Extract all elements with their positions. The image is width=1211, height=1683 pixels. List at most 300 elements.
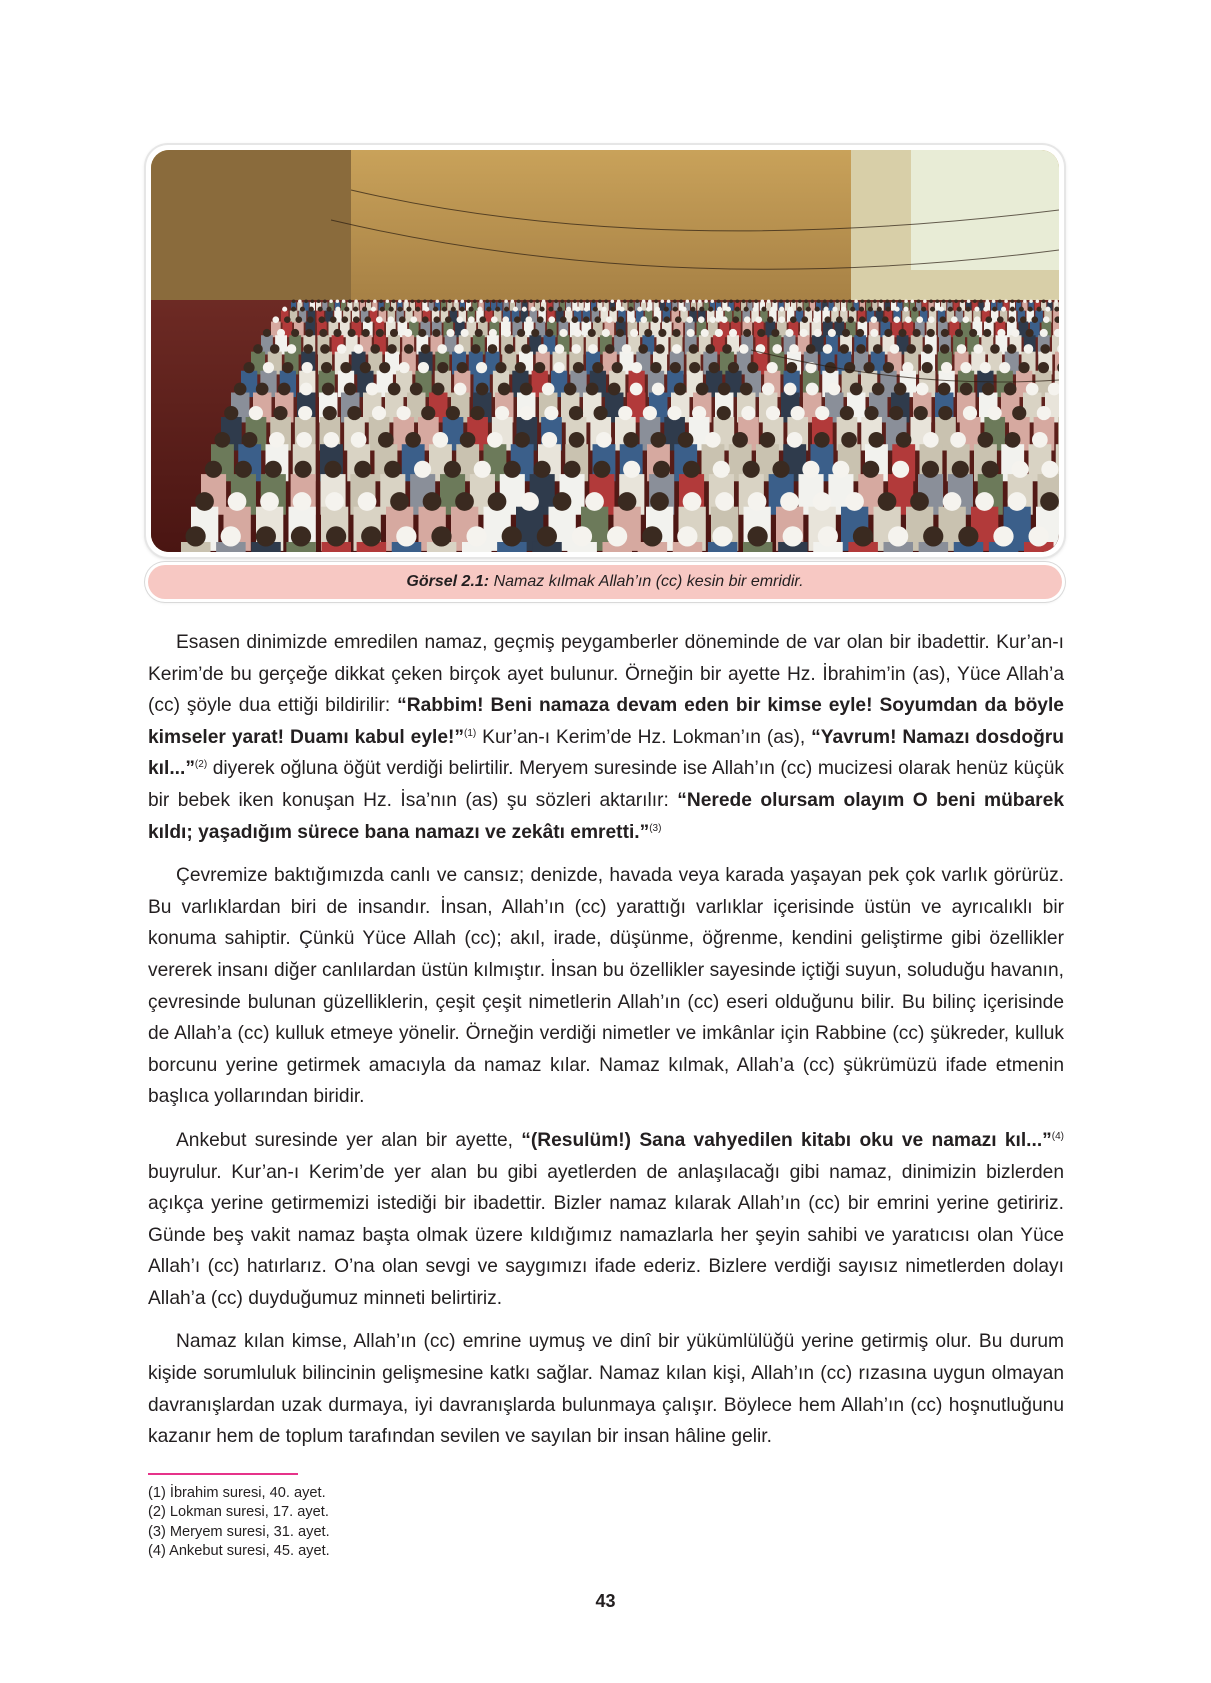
footnote-2: (2) Lokman suresi, 17. ayet. <box>148 1504 329 1521</box>
worshipper-head <box>664 307 669 312</box>
worshipper-head <box>864 406 878 420</box>
worshipper-head <box>542 299 546 303</box>
worshipper-head <box>829 299 833 303</box>
worshipper-head <box>1008 492 1027 511</box>
worshipper-head <box>1040 329 1048 337</box>
worshipper-head <box>298 299 302 303</box>
worshipper-head <box>541 432 557 448</box>
worshipper-head <box>980 362 991 373</box>
worshipper-head <box>1011 299 1015 303</box>
worshipper-head <box>560 316 567 323</box>
worshipper-head <box>705 432 721 448</box>
worshipper-head <box>650 432 666 448</box>
worshipper-head <box>955 329 963 337</box>
worshipper-head <box>380 307 385 312</box>
worshipper-head <box>842 299 846 303</box>
worshipper-head <box>963 406 977 420</box>
worshipper-head <box>650 362 661 373</box>
footnote-1: (1) İbrahim suresi, 40. ayet. <box>148 1485 326 1501</box>
worshipper-head <box>561 299 565 303</box>
worshipper-head <box>673 307 678 312</box>
worshipper-head <box>446 406 460 420</box>
worshipper-head <box>486 307 491 312</box>
worshipper-head <box>396 526 416 546</box>
worshipper-head <box>354 299 358 303</box>
text-run: Ankebut suresinde yer alan bir ayette, <box>176 1129 522 1151</box>
worshipper-head <box>604 299 608 303</box>
worshipper-head <box>503 329 511 337</box>
worshipper-head <box>759 432 775 448</box>
worshipper-head <box>457 362 468 373</box>
worshipper-head <box>300 307 305 312</box>
worshipper-head <box>705 344 715 354</box>
worshipper-head <box>905 316 912 323</box>
worshipper-head <box>772 344 782 354</box>
worshipper-head <box>468 316 475 323</box>
worshipper-head <box>185 526 205 546</box>
worshipper-head <box>692 406 706 420</box>
worshipper-head <box>616 329 624 337</box>
worshipper-head <box>451 307 456 312</box>
worshipper-head <box>1012 406 1026 420</box>
paragraph-2 <box>148 860 1064 1113</box>
worshipper-head <box>882 316 889 323</box>
worshipper-head <box>323 299 327 303</box>
worshipper-head <box>537 316 544 323</box>
worshipper-head <box>337 344 347 354</box>
worshipper-head <box>791 406 805 420</box>
worshipper-head <box>637 307 642 312</box>
worshipper-head <box>502 526 522 546</box>
worshipper-head <box>342 299 346 303</box>
worshipper-head <box>479 316 486 323</box>
worshipper-head <box>677 526 697 546</box>
worshipper-head <box>598 299 602 303</box>
worshipper-head <box>732 316 739 323</box>
worshipper-head <box>431 526 451 546</box>
worshipper-head <box>854 299 858 303</box>
worshipper-head <box>410 383 423 396</box>
worshipper-head <box>296 432 312 448</box>
worshipper-head <box>321 362 332 373</box>
worshipper-head <box>513 307 518 312</box>
worshipper-head <box>922 362 933 373</box>
worshipper-head <box>844 362 855 373</box>
text-run: diyerek oğluna öğüt verdiği belirtilir. Meryem suresinde ise Allah’ın (cc) mucizesi olarak henüz küçük bir bebek iken konuşan Hz. İsa’nın (as) şu sözleri aktarılır: <box>148 758 1064 811</box>
worshipper-head <box>985 316 992 323</box>
worshipper-head <box>361 299 365 303</box>
worshipper-head <box>721 316 728 323</box>
worshipper-head <box>729 299 733 303</box>
worshipper-head <box>856 329 864 337</box>
worshipper-head <box>923 299 927 303</box>
verse-quote: “Yavrum! Namazı dosdoğru kıl...” <box>148 726 1064 780</box>
worshipper-head <box>859 316 866 323</box>
worshipper-head <box>373 299 377 303</box>
worshipper-head <box>292 299 296 303</box>
worshipper-head <box>432 432 448 448</box>
worshipper-head <box>405 432 421 448</box>
text-run: buyrulur. Kur’an-ı Kerim’de yer alan bu gibi ayetlerden de anlaşılacağı gibi namaz, dinimizin bizlerden açıkça yerine getirmemizi istediği bir ibadettir. Bizler namaz kılarak Allah’ın (cc) bir emrini yerine getiririz. Günde beş vakit namaz başta olmak üzere kıldığımız namazlarla her şeyin sahibi ve yaratıcısı olan Yüce Allah’ı (cc) hatırlarız. O’na olan sevgi ve saygımızı ifade ederiz. Bizlere verdiği sayısız nimetlerden dolayı Allah’a (cc) duyduğumuz minneti belirtiriz. <box>148 1161 1064 1309</box>
worshipper-head <box>553 362 564 373</box>
worshipper-head <box>958 526 978 546</box>
worshipper-head <box>461 299 465 303</box>
worshipper-head <box>585 492 604 511</box>
worshipper-head <box>294 461 311 478</box>
worshipper-head <box>415 307 420 312</box>
worshipper-head <box>686 316 693 323</box>
worshipper-head <box>754 299 758 303</box>
worshipper-head <box>717 307 722 312</box>
worshipper-head <box>300 383 313 396</box>
caption-label: Görsel 2.1: <box>406 573 490 590</box>
worshipper-head <box>470 406 484 420</box>
worshipper-head <box>214 432 230 448</box>
worshipper-head <box>514 316 521 323</box>
worshipper-head <box>421 344 431 354</box>
worshipper-head <box>461 329 469 337</box>
worshipper-head <box>498 383 511 396</box>
worshipper-head <box>619 307 624 312</box>
worshipper-head <box>903 307 908 312</box>
worshipper-head <box>495 307 500 312</box>
worshipper-head <box>455 492 474 511</box>
worshipper-head <box>351 432 367 448</box>
worshipper-head <box>813 492 832 511</box>
worshipper-head <box>923 344 933 354</box>
worshipper-head <box>623 432 639 448</box>
worshipper-head <box>504 344 514 354</box>
worshipper-head <box>748 492 767 511</box>
figure-caption <box>148 565 1062 599</box>
worshipper-head <box>862 461 879 478</box>
worshipper-head <box>652 383 665 396</box>
worshipper-head <box>863 362 874 373</box>
worshipper-head <box>853 526 873 546</box>
worshipper-head <box>888 526 908 546</box>
worshipper-head <box>593 307 598 312</box>
worshipper-head <box>646 307 651 312</box>
worshipper-head <box>957 344 967 354</box>
worshipper-head <box>573 362 584 373</box>
worshipper-head <box>429 299 433 303</box>
worshipper-head <box>433 316 440 323</box>
worshipper-head <box>941 329 949 337</box>
worshipper-head <box>515 362 526 373</box>
worshipper-head <box>663 316 670 323</box>
worshipper-head <box>960 362 971 373</box>
worshipper-head <box>654 299 658 303</box>
worshipper-head <box>622 344 632 354</box>
worshipper-head <box>743 329 751 337</box>
worshipper-head <box>584 307 589 312</box>
worshipper-head <box>904 299 908 303</box>
worshipper-head <box>797 307 802 312</box>
worshipper-head <box>1004 299 1008 303</box>
footnote-4: (4) Ankebut suresi, 45. ayet. <box>148 1543 330 1560</box>
worshipper-head <box>983 329 991 337</box>
worshipper-head <box>698 299 702 303</box>
worshipper-head <box>205 461 222 478</box>
worshipper-head <box>1001 307 1006 312</box>
worshipper-head <box>630 383 643 396</box>
worshipper-head <box>836 299 840 303</box>
worshipper-head <box>950 432 966 448</box>
worshipper-head <box>371 307 376 312</box>
worshipper-head <box>912 307 917 312</box>
worshipper-head <box>692 299 696 303</box>
worshipper-head <box>454 344 464 354</box>
worshipper-head <box>906 344 916 354</box>
worshipper-head <box>811 299 815 303</box>
worshipper-head <box>467 299 471 303</box>
worshipper-head <box>411 299 415 303</box>
worshipper-head <box>832 461 849 478</box>
worshipper-head <box>1023 299 1027 303</box>
worshipper-head <box>772 461 789 478</box>
worshipper-head <box>522 307 527 312</box>
worshipper-head <box>896 432 912 448</box>
worshipper-head <box>938 406 952 420</box>
worshipper-head <box>612 362 623 373</box>
worshipper-head <box>753 307 758 312</box>
worshipper-head <box>537 526 557 546</box>
worshipper-head <box>498 299 502 303</box>
worshipper-head <box>399 316 406 323</box>
footnotes <box>148 1484 330 1562</box>
worshipper-head <box>732 432 748 448</box>
worshipper-head <box>696 383 709 396</box>
worshipper-head <box>378 432 394 448</box>
worshipper-head <box>967 299 971 303</box>
worshipper-head <box>711 299 715 303</box>
worshipper-body <box>651 322 661 338</box>
worshipper-head <box>525 316 532 323</box>
worshipper-head <box>362 307 367 312</box>
worshipper-head <box>406 307 411 312</box>
worshipper-head <box>594 316 601 323</box>
worshipper-head <box>815 406 829 420</box>
text-run: Kur’an-ı Kerim’de Hz. Lokman’ın (as), <box>476 726 812 748</box>
worshipper-head <box>460 432 476 448</box>
worshipper-head <box>293 492 312 511</box>
worshipper-head <box>623 461 640 478</box>
worshipper-head <box>723 299 727 303</box>
worshipper-head <box>929 299 933 303</box>
worshipper-head <box>629 316 636 323</box>
worshipper-head <box>404 329 412 337</box>
worshipper-head <box>1005 432 1021 448</box>
worshipper-head <box>1041 461 1058 478</box>
page-number: 43 <box>595 1591 616 1611</box>
worshipper-head <box>318 316 325 323</box>
worshipper-head <box>317 299 321 303</box>
worshipper-head <box>586 299 590 303</box>
worshipper-head <box>717 406 731 420</box>
worshipper-head <box>1043 316 1050 323</box>
worshipper-head <box>491 316 498 323</box>
photo-illustration <box>151 150 1059 552</box>
worshipper-head <box>304 299 308 303</box>
worshipper-head <box>886 307 891 312</box>
worshipper-head <box>476 362 487 373</box>
worshipper-head <box>444 461 461 478</box>
worshipper-head <box>446 329 454 337</box>
worshipper-head <box>824 307 829 312</box>
worshipper-head <box>617 299 621 303</box>
worshipper-head <box>336 299 340 303</box>
worshipper-head <box>916 316 923 323</box>
worshipper-head <box>324 461 341 478</box>
worshipper-head <box>567 299 571 303</box>
worshipper-head <box>608 383 621 396</box>
worshipper-head <box>951 316 958 323</box>
worshipper-head <box>379 362 390 373</box>
worshipper-head <box>307 316 314 323</box>
worshipper-head <box>828 383 841 396</box>
worshipper-head <box>672 344 682 354</box>
worshipper-head <box>298 406 312 420</box>
worshipper-head <box>511 299 515 303</box>
worshipper-body <box>429 302 434 311</box>
worshipper-head <box>618 406 632 420</box>
worshipper-head <box>715 329 723 337</box>
worshipper-head <box>504 461 521 478</box>
worshipper-head <box>992 299 996 303</box>
worshipper-head <box>392 299 396 303</box>
worshipper-head <box>1054 299 1058 303</box>
worshipper-head <box>322 383 335 396</box>
worshipper-head <box>895 307 900 312</box>
worshipper-head <box>495 362 506 373</box>
worshipper-head <box>454 383 467 396</box>
worshipper-head <box>722 344 732 354</box>
worshipper-head <box>804 299 808 303</box>
worshipper-head <box>448 299 452 303</box>
worshipper-head <box>1038 362 1049 373</box>
worshipper-head <box>792 299 796 303</box>
worshipper-head <box>783 526 803 546</box>
verse-quote: “Rabbim! Beni namaza devam eden bir kimse eyle! Soyumdan da böyle kimseler yarat! Duamı kabul eyle!” <box>148 695 1064 748</box>
worshipper-head <box>742 299 746 303</box>
worshipper-head <box>717 299 721 303</box>
worshipper-head <box>398 362 409 373</box>
worshipper-head <box>571 344 581 354</box>
worshipper-head <box>884 329 892 337</box>
worshipper-head <box>856 344 866 354</box>
worshipper-head <box>341 316 348 323</box>
worshipper-head <box>1017 299 1021 303</box>
worshipper-head <box>960 383 973 396</box>
worshipper-head <box>1037 307 1042 312</box>
worshipper-head <box>817 299 821 303</box>
worshipper-head <box>502 316 509 323</box>
worshipper-head <box>575 307 580 312</box>
worshipper-head <box>623 299 627 303</box>
worshipper-head <box>333 329 341 337</box>
worshipper-head <box>523 299 527 303</box>
worshipper-head <box>842 329 850 337</box>
worshipper-head <box>1026 329 1034 337</box>
worshipper-head <box>911 299 915 303</box>
worshipper-head <box>362 329 370 337</box>
worshipper-head <box>728 362 739 373</box>
worshipper-head <box>992 307 997 312</box>
text-run: Namaz kılan kimse, Allah’ın (cc) emrine uymuş ve dinî bir yükümlülüğü yerine getirmiş olur. Bu durum kişide sorumluluk bilincinin gelişmesine katkı sağlar. Namaz kılan kişi, Allah’ın (cc) rızasına uygun olmayan davranışlardan uzak durmaya, iyi davranışlarda bulunmaya çalışır. Böylece hem Allah’ın (cc) hoşnutluğunu kazanır hem de toplum tarafından sevilen ve sayılan bir insan hâline gelir. <box>148 1331 1064 1448</box>
worshipper-head <box>473 299 477 303</box>
worshipper-head <box>873 344 883 354</box>
worshipper-head <box>479 299 483 303</box>
worshipper-head <box>629 299 633 303</box>
worshipper-head <box>930 307 935 312</box>
worshipper-head <box>358 492 377 511</box>
worshipper-head <box>588 329 596 337</box>
worshipper-head <box>579 299 583 303</box>
worshipper-head <box>898 329 906 337</box>
worshipper-head <box>708 307 713 312</box>
worshipper-head <box>954 299 958 303</box>
paragraph-3 <box>148 1125 1064 1315</box>
footnote-ref: (4) <box>1051 1130 1065 1142</box>
worshipper-head <box>531 329 539 337</box>
worshipper-head <box>892 299 896 303</box>
worshipper-head <box>557 307 562 312</box>
worshipper-head <box>941 362 952 373</box>
worshipper-head <box>476 383 489 396</box>
figure-photo-frame <box>146 145 1064 557</box>
worshipper-head <box>397 406 411 420</box>
worshipper-head <box>486 299 490 303</box>
worshipper-head <box>640 316 647 323</box>
worshipper-head <box>442 299 446 303</box>
worshipper-head <box>335 307 340 312</box>
worshipper-head <box>1045 307 1050 312</box>
worshipper-head <box>785 329 793 337</box>
text-run: Esasen dinimizde emredilen namaz, geçmiş peygamberler döneminde de var olan bir ibadettir. Kur’an-ı Kerim’de bu gerçeğe dikkat çeken birçok ayet bulunur. Örneğin bir ayette Hz. İbrahim’in (as), Yüce Allah’a (cc) şöyle dua ettiği bildirilir: <box>148 632 1064 717</box>
worshipper-head <box>870 329 878 337</box>
worshipper-head <box>242 432 258 448</box>
worshipper-head <box>928 316 935 323</box>
worshipper-head <box>1031 316 1038 323</box>
worshipper-head <box>939 316 946 323</box>
worshipper-head <box>291 307 296 312</box>
worshipper-head <box>975 492 994 511</box>
worshipper-head <box>354 344 364 354</box>
worshipper-head <box>744 307 749 312</box>
worshipper-head <box>348 299 352 303</box>
worshipper-head <box>997 329 1005 337</box>
worshipper-head <box>602 307 607 312</box>
worshipper-head <box>966 307 971 312</box>
worshipper-head <box>868 307 873 312</box>
worshipper-head <box>592 299 596 303</box>
worshipper-head <box>708 362 719 373</box>
worshipper-head <box>998 299 1002 303</box>
worshipper-head <box>360 362 371 373</box>
worshipper-head <box>469 307 474 312</box>
worshipper-head <box>273 406 287 420</box>
worshipper-head <box>802 461 819 478</box>
worshipper-head <box>892 461 909 478</box>
worshipper-head <box>735 307 740 312</box>
worshipper-head <box>767 299 771 303</box>
worshipper-head <box>839 344 849 354</box>
worshipper-head <box>848 299 852 303</box>
worshipper-head <box>253 344 263 354</box>
worshipper-head <box>520 492 539 511</box>
worshipper-head <box>770 307 775 312</box>
worshipper-head <box>916 383 929 396</box>
